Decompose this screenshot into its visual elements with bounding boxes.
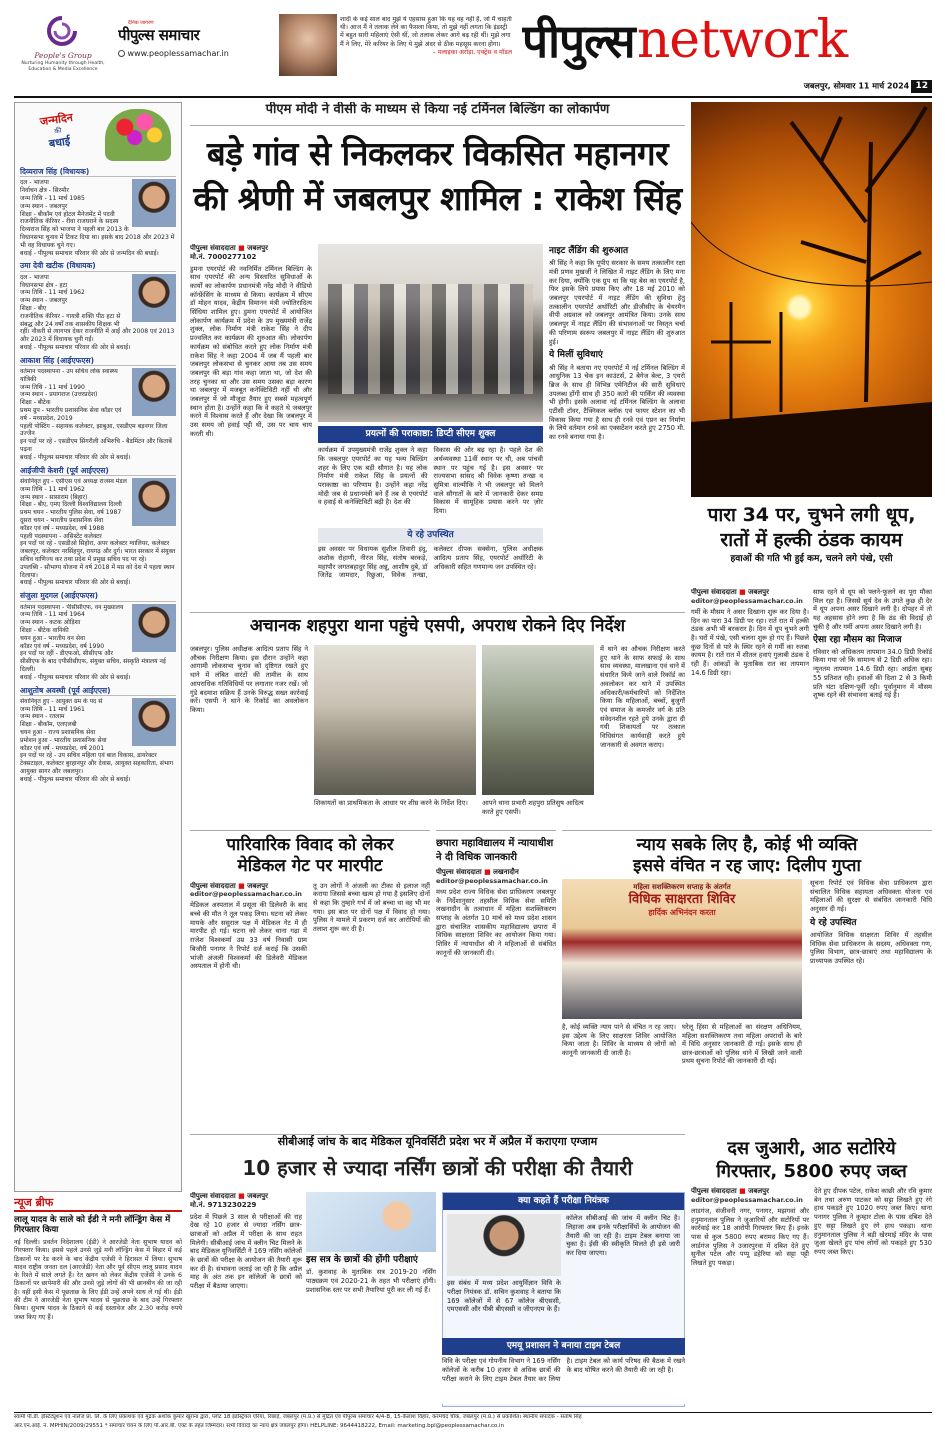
dateline [750,80,932,96]
nursing-headline: 10 हजार से ज्यादा नर्सिंग छात्रों की परीक्षा की तैयारी [242,1156,633,1180]
brand-block [522,14,932,80]
website [118,49,278,59]
nursing-band [442,1338,685,1404]
justice-caption: है, कोई व्यक्ति न्याय पाने से वंचित न रह जाए। इस उद्देश्य के लिए साक्षरता शिविर आयोजित किया जाता है। शिविर के माध्यम से लोगों को कानूनी जानकारी दी जाती है। [562,1023,676,1057]
birthday-person-name: आकाश सिंह (आईएफएस) [20,356,176,366]
birthday-person-photo [132,274,176,322]
tree-silhouette-icon [691,102,932,497]
birthday-person-photo [132,368,176,416]
weather-sub: हवाओं की गति भी हुई कम, चलने लगे पंखे, एसी [730,554,893,565]
website-url: www.peoplessamachar.in [127,49,229,58]
sunset-photo [691,102,932,497]
group-tagline: Nurturing Humanity through Health, Education & Media Excellence [21,61,105,72]
birthday-detail-line: जन्म तिथि - 11 मार्च 1964 [20,611,85,619]
birthday-detail-line: इन पदों पर रहे - एसडीएम सिंगरौली अभिरुचि - बैडमिंटन और किताबें पढ़ना [20,438,172,454]
justice-story [562,830,932,1135]
weather-headline-2: रातों में हल्की ठंडक कायम [720,528,903,551]
lead-headline [190,130,685,240]
birthday-detail-line: चयन हुआ - भारतीय वन सेवा [20,634,85,642]
birthday-detail-line: कॉडर एवं वर्ष - मध्यप्रदेश, वर्ष 1988 [20,524,105,532]
paper-top: दैनिक जागरण [128,20,154,26]
lead-kicker-text: पीएम मोदी ने वीसी के माध्यम से किया नई टर्मिनल बिल्डिंग का लोकार्पण [265,102,610,117]
birthday-detail-line: शिक्षा - बीए [20,304,47,312]
attendees-body: इस अवसर पर विधायक सुशील तिवारी इंदु, अशोक रोहाणी, नीरज सिंह, संतोष बरकड़े, महापौर जगतबहादुर सिंह अन्नू, आशीष दुबे, डॉ जितेंद्र जामदार, रिछुआ, विवेक तन्खा, कलेक्टर दीपक सक्सेना, पुलिस अधीक्षक आदित्य प्रताप सिंह, एयरपोर्ट अथॉरिटी के अधिकारी सहित गणमान्य जन उपस्थित रहे। [318,545,543,580]
birthday-detail-line: शिक्षा - बीटेक वानिकी [20,626,69,634]
quote-text: शादी के कई साल बाद मुझे ये एहसास हुआ कि यह वह नहीं है, जो मैं चाहती थी। आज मैं ने तलाक लेने का फैसला किया, तो मुझे नहीं लगता कि इंडस्ट्री में बहुत सारी महिलाएं ऐसी थीं, जो तलाक लेकर आगे बढ़ रही थीं। मुझे लगा मैं ने लिए, मेरे करियर के लिए ये मुझे अंदर से ठीक महसूस करना होगा। [340,16,512,48]
lead-photo [318,244,543,422]
weather-headline-1: पारा 34 पर, चुभने लगी धूप, [707,504,916,526]
birthday-detail-line: चयन हुआ - राज्य प्रशासनिक सेवा [20,729,96,737]
quote-box-body: कार्यक्रम में उपमुख्यमंत्री राजेंद्र शुक्ल ने कहा कि जबलपुर एयरपोर्ट का यह भव्य बिल्डिंग शहर के लिए एक बड़ी सौगात है। यह लोक निर्माण मंत्री राकेश सिंह के प्रयत्नों की पराकाष्ठा का परिणाम है। उन्होंने कहा नरेंद्र मोदी जब से प्रधानमंत्री बने हैं तब से एयरपोर्ट व हवाई से कनेक्टिविटी बढ़ी है। देश की [318,446,428,507]
college-body: मध्य प्रदेश राज्य विधिक सेवा प्राधिकरण जबलपुर के निर्देशानुसार तहसील विधिक सेवा समिति लखनादौन के तत्वाधान में महिला सशक्तिकरण सप्ताह के अंतर्गत 10 मार्च को मध्य प्रदेश शासन द्वारा संचालित शासकीय महाविद्यालय छपारा में विधिक साक्षरता शिविर का आयोजन किया गया। शिविर में न्यायाधीश श्री ने महिलाओं से संबंधित कानूनों की जानकारी दी। [436,887,556,957]
college-story [436,830,556,1130]
group-name: People's Group [34,50,92,60]
birthday-person-photo [132,179,176,227]
birthday-detail-line: बधाई - पीपुल्स समाचार परिवार की ओर से बधाई। [20,453,131,461]
birthday-detail-line: वर्तमान पदस्थापना - उप सचिव लोक स्वास्थ्य यांत्रिकी [20,368,118,383]
birthday-detail-line: प्रमोशन हुआ - भारतीय प्रशासनिक सेवा [20,736,107,744]
brand-hindi: पीपुल्स [522,14,635,68]
banner-line-1: महिला सशक्तिकरण सप्ताह के अंतर्गत [633,883,731,891]
birthday-detail-line: जन्म तिथि - 11 मार्च 1990 [20,383,85,391]
group-logo-icon [42,14,82,48]
lead-col-3-body: विकास की ओर बढ़ रहा है। पहले देश की अर्थव्यवस्था 11वीं स्थान पर थी, अब पांचवी स्थान पर पहुंच गई है। इस अवसर पर राज्यसभा सांसद श्री विवेक कृष्णा तन्खा व सुमित्रा वाल्मीकि ने भी जबलपुर को मिलने वाले सौगातों के बारे में जानकारी देकर समग्र विकास में सामूहिक प्रयास करने पर ज़ोर दिया। [433,446,543,516]
lead-col-4 [549,244,685,604]
facilities-body: श्री सिंह ने बताया नए एयरपोर्ट में नई टर्मिनल बिल्डिंग में आधुनिक 13 चेक इन काउंटर्स, 2 बेगेज बेल्ट, 3 एयरो ब्रिज के साथ ही विभिन्न एमेनिटीज की सारी सुविधाएं उपलब्ध होंगी साथ ही 350 कारों की पार्किंग की व्यवस्था भी होगी। इसके अलावा नई टर्मिनल बिल्डिंग के अलावा एटीसी टॉवर, टैक्निकल ब्लॉक एवं फायर स्टेशन का भी विकास किया गया है साथ ही रनवे एवं एप्रन का निर्माण के लिये वर्तमान रनवे का एक्सटेंशन करते हुए 2750 मी. का रनवे बनाया गया है। [549,363,685,442]
news-brief [14,1196,182,1401]
nursing-col-2 [306,1192,436,1407]
justice-banner [602,883,762,918]
birthday-entry [20,466,176,588]
sp-photo-left [314,645,476,795]
birthday-title-3: बधाई [48,133,71,150]
birthday-entry [20,686,176,784]
birthday-detail-line: प्रथम ग्रुप - भारतीय प्रशासनिक सेवा कॉडर एवं वर्ष - मध्यप्रदेश, 2019 [20,407,122,422]
birthday-detail-line: पहली पोस्टिंग - सहायक कलेक्टर, झाबुआ, एसडीएम बड़नगर जिला उज्जैन [20,422,168,438]
gambling-email: editor@peoplessamachar.co.in [691,1195,803,1204]
birthday-detail-line: जन्म तिथि - 11 मार्च 1985 [20,194,85,202]
birthday-detail-line: शिक्षा - बीकॉम, एलएलबी [20,721,77,729]
birthday-detail-line: पहली पदस्थापना - असिस्टेंट कलेक्टर [20,532,102,540]
birthday-detail-line: विधानसभा क्षेत्र - हटा [20,281,68,289]
attendees-title: ये रहे उपस्थित [318,528,543,543]
footer-text: स्वामी पी.डी. इंस्टिट्यूशन एवं नॉलेज प्रा. लि. के लिए प्रकाशक एवं मुद्रक अशोक कुमार खुराना द्वारा, प्लॉट 18 इंडस्ट्रियल एरिया, रिछाई, जबलपुर (म.प्र.) से मुद्रित एवं पीपुल्स समाचार 4/4-B, 15-कैलाश विहार, करमचंद चौक, जबलपुर (म.प्र.) से प्रकाशित। स्थानीय संपादक - संतोष सिंह [14,1414,582,1420]
weather-col-1 [691,588,809,838]
college-email: editor@peoplessamachar.co.in [436,876,548,885]
birthday-detail-line: दल - भाजपा [20,273,49,281]
celebrity-quote [340,16,512,76]
brand-english: network [636,14,848,70]
birthday-person-name: संजुला मुदगल (आईएफएस) [20,591,176,601]
night-landing-body: श्री सिंह ने कहा कि यूपीए सरकार के समय तत्कालीन रक्षा मंत्री प्रणव मुखर्जी ने लिखित में नाइट लैंडिंग के लिए मना कर दिया, क्योंकि एक ग्रुप था कि यह बेस का एयरपोर्ट है, फिर इसके लिये प्रयास किए और 18 मई 2010 को जबलपुर एयरपोर्ट में नाइट लैंडिंग की सुविधा हेतु तत्कालीन एयरपोर्ट अथॉरिटी और डीजीसीए के चेयरमैन वीपी अग्रवाल को जबलपुर आमंत्रित किया। उनके साथ जबलपुर में नाइट लैंडिंग की संभावनाओं पर विस्तृत चर्चा की परिणाम स्वरूप जबलपुर में नाइट लैंडिंग की शुरुआत हुई। [549,259,685,346]
flower-basket-icon [105,109,171,161]
lead-kicker [190,102,685,126]
sp-body-right: में थाने का औचक निरीक्षण करते हुए थाने के साफ सफाई के साथ साथ व्यवस्था, मालखाना एवं थाने में संधारित किये जाने वाले रिकॉर्ड का अवलोकन कर थाने में उपस्थित अधिकारी/कर्मचारियों को निर्देशित किया कि महिलाओं, बच्चों, बुजुर्गों एवं समाज के कमजोर वर्ग के प्रति संवेदनशील रहते हुये उनके द्वारा दी गयी शिकायतों पर तत्काल विधिसंगत कार्यवाही करते हुये जानकारी से अवगत कराए। [600,645,685,749]
masthead-rule [14,96,932,98]
weather-headline [691,503,932,585]
birthday-person-name: आईजीपी केशरी (पूर्व आईएएस) [20,466,176,476]
justice-photo [562,879,802,1019]
page-number: 12 [911,80,932,93]
family-story [190,830,430,1130]
justice-right-body: सूचना रिपोर्ट एवं विधिक सेवा प्राधिकरण द्वारा संचालित विधिक सहायता अधिवक्ता योजना एवं महिलाओं की सुरक्षा से संबंधित जानकारी विधि अनुसार दी गई। [810,879,932,914]
lead-body: डुमना एयरपोर्ट की नवनिर्मित टर्मिनल बिल्डिंग के साथ एयरपोर्ट की अन्य विस्तारित सुविधाओं के कार्यों का लोकार्पण प्रधानमंत्री नरेंद्र मोदी ने वीडियो कॉन्फ्रेंसिंग के माध्यम से किया। कार्यक्रम में सीएम डॉ मोहन यादव, केंद्रीय विमानन मंत्री ज्योतिरादित्य सिंधिया शामिल हुए। डुमना एयरपोर्ट में आयोजित लोकार्पण कार्यक्रम में प्रदेश के उप मुख्यमंत्री राजेंद्र शुक्ल, लोक निर्माण मंत्री राकेश सिंह ने दीप प्रज्वलित कर कार्यक्रम की शुरुआत की। लोकार्पण कार्यक्रम को संबोधित करते हुए लोक निर्माण मंत्री राकेश सिंह ने कहा 2004 में जब मैं पहली बार जबलपुर लोकसभा से चुनकर आया तब उस समय जबलपुर की बड़ा गांव कहा जाता था, जो देश की तरह चुनका था और उस समय उसका बड़ा कारण था जबलपुर में मजबूत कनेक्टिविटी नहीं थी और जबलपुर में जो मौजूदा तैयार हुए सबसे महत्वपूर्ण स्थान होता है। उन्होंने कहा कि वे कहते थे जबलपुर करने में विश्वास करते हैं और देखा कि जबलपुर में उस समय जो हवाई पट्टी थी, उस पर चाय चाय करती थी। [190,264,312,438]
nursing-body: प्रदेश में पिछले 3 साल से परीक्षाओं की राह देख रहे 10 हजार से ज्यादा नर्सिंग छात्र-छात्राओं को अप्रैल में परीक्षा के साथ राहत मिलेगी। सीबीआई जांच में क्लीन चिट मिलने के बाद मेडिकल यूनिवर्सिटी ने 169 नर्सिंग कॉलेजों के छात्रों की परीक्षा के आयोजन की तैयारी शुरू कर दी है। संभावना जताई जा रही है कि अप्रैल माह के अंत तक इन कॉलेजों के छात्रों को परीक्षा में बैठाया जाएगा। [190,1212,302,1291]
lead-photo-crowd [328,284,533,394]
lead-col-1 [190,244,312,652]
news-brief-headline: लालू यादव के साले को ईडी ने मनी लॉन्ड्रिंग केस में गिरफ्तार किया [14,1214,171,1236]
attendees-box [318,528,543,603]
family-headline-2: मेडिकल गेट पर मारपीट [237,856,383,877]
birthday-person-photo [132,478,176,526]
sp-caption-left: शिकायतों का प्राथमिकता के आधार पर शीघ्र करने के निर्देश दिए। [314,799,468,807]
birthday-detail-line: कॉडर एवं वर्ष - मध्यप्रदेश, वर्ष 1990 [20,642,105,650]
gambling-body-2: देते हुए दीपक पटेल, राकेश काछी और रवि कुमार बेन तथा अरुण पाटकर को सट्टा लिखते हुए रंगे हाथ पकड़ते हुए 1020 रुपए जब्त किए। थाना पनागर पुलिस ने कुम्हार टोला के पास दबिश देते हुए सट्टा लिखते हुए रंगे हाथ पकड़ा। थाना हनुमानताल पुलिस ने बड़ी खेरमाई मंदिर के पास जुआ खेलते हुए पांच लोगों को पकड़ते हुए 530 रुपए जब्त किए। [814,1187,932,1256]
birthday-detail-line: जन्म तिथि - 11 मार्च 1962 [20,485,85,493]
birthday-detail-line: दल - भाजपा [20,179,49,187]
nursing-kicker-text: सीबीआई जांच के बाद मेडिकल यूनिवर्सिटी प्रदेश भर में अप्रैल में कराएगा एग्जाम [277,1135,598,1148]
nursing-kicker [190,1134,685,1154]
nursing-box-title: क्या कहते हैं परीक्षा नियंत्रक [443,1193,684,1210]
banner-line-2: विधिक साक्षरता शिविर [628,891,736,907]
gambling-byline: पीपुल्स संवाददाता ■ जबलपुर [691,1187,769,1195]
birthday-detail-line: इन पदों पर रहे - एसडीओ सिहोरा, अपर कलेक्टर ग्वालियर, कलेक्टर जबलपुर, कलेक्टर नरसिंहपुर, रायगढ़ और दुर्ग। भारत सरकार में संयुक्त सचिव वाणिज्य कर तथा प्रदेश में प्रमुख सचिव पद पर रहे। [20,540,176,563]
birthday-entry [20,167,176,257]
birthday-detail-line: कॉडर एवं वर्ष - मध्यप्रदेश, वर्ष 2001 [20,744,105,752]
nursing-illustration [306,1192,436,1252]
weather-col-2 [813,588,932,838]
gambling-headline-1: दस जुआरी, आठ सटोरिये [727,1138,896,1159]
birthday-detail-line: प्रथम चयन - भारतीय पुलिस सेवा, वर्ष 1987 [20,509,122,517]
sp-caption-right: आपने थाना प्रभारी शहपुरा प्रतिसुष आदित्य करते हुए एसपी। [482,799,584,816]
facilities-title: ये मिलीं सुविधाएं [549,350,603,361]
birthday-person-photo [132,604,176,652]
footer [14,1414,932,1440]
news-brief-body: नई दिल्ली। प्रवर्तन निदेशालय (ईडी) ने आरजेडी नेता सुभाष यादव को गिरफ्तार किया। इससे पहले उनसे जुड़े मनी लॉन्ड्रिंग केस में बिहार में कई ठिकानों पर रेड करने के बाद केंद्रीय एजेंसी ने हिरासत में लिया। सुभाष यादव राष्ट्रीय जनता दल (आरजेडी) नेता और पूर्व सीएम लालू प्रसाद यादव के रिश्ते में साले लगते हैं। रेत खनन को लेकर केंद्रीय एजेंसी ने उनके 6 ठिकानों पर छापेमारी की और उनसे जुड़े लोगों की भी छानबीन की जा रही है। वहीं इसी केस में पूछताछ के लिए ईडी उन्हें अपने साथ ले गई थी। ईडी की टीम ने आरजेडी नेता सुभाष यादव से पूछताछ के बाद उन्हें गिरफ्तार किया। सुभाष यादव के ठिकाने से कई दस्तावेज और 2.30 करोड़ रुपये जब्त किए गए हैं। [14,1239,182,1321]
banner-line-3: हार्दिक अभिनंदन करता [648,908,716,917]
birthday-title-1: जन्मदिन [39,110,74,129]
birthday-detail-line: जन्म स्थान - सासाराम (बिहार) [20,493,88,501]
family-headline-1: पारिवारिक विवाद को लेकर [226,835,394,855]
birthday-detail-line: जन्म तिथि - 11 मार्च 1961 [20,705,85,713]
birthday-detail-line: राजनीतिक कॅरियर - गायत्री शक्ति पीठ हटा से संबद्ध और 24 वर्षों तक शासकीय शिक्षक भी रहीं। नौकरी से त्यागपत्र देकर राजनीति में आईं और 2008 एवं 2013 और 2023 में विधायक चुनी गईं। [20,312,175,344]
college-byline: पीपुल्स संवाददाता ■ लखनादौन [436,868,519,876]
quote-author: – मलाइका अरोड़ा, एक्ट्रेस व मॉडल [432,48,512,56]
birthday-detail-line: जन्म स्थान - प्रयागराज (उत्तरप्रदेश) [20,391,98,399]
birthday-person-name: उमा देवी खटीक (विधायक) [20,261,176,271]
group-logo [18,14,108,90]
gambling-story [691,1138,932,1408]
weather-body-left: गर्मी के मौसम ने असर दिखाना शुरू कर दिया है। दिन का पारा 34 डिग्री पर रहा। रातें रात में हल्की ठंडक अभी भी बरकरार है। दिन में धूप चुभने लगी है। घरों में पंखे, एसी चलना शुरू हो गए हैं। पिछले कुछ दिनों से पारे के स्थिर रहने से गर्मी का रुतबा कायम है। रातें रात में शीतल हवाएं गुलाबी ठंडक दे रही हैं। आंकड़ों के मुताबिक रात का तापमान 14.6 डिग्री रहा। [691,607,809,677]
birthday-detail-line: जन्म स्थान - जबलपुर [20,297,68,305]
nursing-box-body-2: कॉलेज सीबीआई की जांच में क्लीन चिट है। लिहाजा अब इनके परीक्षार्थियों के आयोजन की तैयारी की जा रही है। टाइम टेबल बनाया जा चुका है। ईसी की स्वीकृति मिलते ही इसे जारी कर दिया जाएगा। [566,1214,680,1258]
sp-headline: अचानक शहपुरा थाना पहुंचे एसपी, अपराध रोकने दिए निर्देश [249,616,626,636]
family-body: मेडिकल अस्पताल में प्रसूता की डिलेवरी के बाद बच्चे की मौत ने तूल पकड़ लिया। घटना को लेकर मायके और ससुराल पक्ष में मेडिकल गेट में ही मारपीट हो गई। घटना को लेकर थाना गढ़ा में राजेश विश्वकर्मा उम्र 33 वर्ष निवासी ग्राम बिजौरी पनागर ने रिपोर्ट दर्ज कराई कि उसकी भांजी अंजली विश्वकर्मा की डिलेवरी मेडिकल अस्पताल में होनी थी। [190,901,307,971]
nursing-box-body: इस संबंध में मध्य प्रदेश आयुर्विज्ञान विवि के परीक्षा नियंत्रक डॉ. सचिन कुशवाह ने बताया कि 169 कॉलेजों में से 67 कॉलेज बीएससी, एमएससी और पीबी बीएससी व जीएनएम के हैं। [447,1279,561,1314]
nursing-sub-body: डॉ. कुशवाह के मुताबिक सत्र 2019-20 नर्सिंग पाठ्यक्रम एवं 2020-21 के तहत भी परीक्षाएं होंगी। प्रशासनिक स्तर पर सभी तैयारियां पूरी कर ली गई हैं। [306,1268,436,1294]
birthday-person-photo [132,698,176,746]
footer-text-2: आर.एन.आई. नं. MPHIN/2009/29551 * समाचार चयन के लिए पी.आर.बी. एक्ट के तहत जिम्मेदार। सभी विवादों का न्याय क्षेत्र जबलपुर होगा। HELPLINE: 9644418222, Email: marketing.bpl@peoplessamachar.co.in [14,1422,505,1429]
justice-headline-2: इससे वंचित न रह जाए: दिलीप गुप्ता [633,856,861,877]
weather-email: editor@peoplessamachar.co.in [691,596,803,605]
justice-present-body: आयोजित विधिक साक्षरता शिविर में तहसील विधिक सेवा प्राधिकरण के सदस्य, अधिवक्ता गण, पुलिस विभाग, छात्र-छात्राएं तथा महाविद्यालय के प्राध्यापक उपस्थित रहे। [810,931,932,966]
night-landing-title: नाइट लैंडिंग की शुरुआत [549,246,629,256]
lead-byline: पीपुल्स संवाददाता ■ जबलपुर [190,244,268,252]
birthday-detail-line: बधाई - पीपुल्स समाचार परिवार की ओर से बधाई। [20,673,131,681]
nursing-band-title: एमयू प्रशासन ने बनाया टाइम टेबल [442,1338,685,1355]
birthday-detail-line: सेवानिवृत हुए - एसीएस एवं अध्यक्ष राजस्व मंडल [20,478,127,485]
birthday-entry [20,356,176,462]
birthday-detail-line: राजनीतिक कॅरियर - रीवा राजघराने के सदस्य दिव्यराज सिंह को भाजपा ने पहली बार 2013 के विधानसभा चुनाव में टिकट दिया था। इसके बाद 2018 और 2023 में भी वह विधायक चुने गए। [20,218,175,249]
lead-headline-2: की श्रेणी में जबलपुर शामिल : राकेश सिंह [193,178,682,218]
family-body-2: तू उन लोगों ने अंजली का टीका से इलाज नहीं कराया जिससे बच्चा खत्म हो गया है इसलिए दोनों से कहा कि तुम्हारे गर्भ में जो बच्चा था वह भी मर गया। इस बात पर दोनों पक्ष में विवाद हो गया। पुलिस ने मामले में प्रकरण दर्ज कर आरोपियों की तलाश शुरू कर दी है। [313,881,430,934]
nursing-sub-title: इस सत्र के छात्रों की होंगी परीक्षाएं [306,1255,418,1265]
weather-body-right: साफ रहने से धूप को फ्लने-फूलने का पूरा मौका मिल रहा है। जिससे सूर्य देव के उगते कुछ ही देर में धूप अपना असर दिखाने लगी है। दोपहर में तो यह अहसास होने लगा है कि ठंड की विदाई हो चुकी है और गर्मी अपना असर दिखाने लगी है। [813,588,932,631]
weather-byline: पीपुल्स संवाददाता ■ जबलपुर [691,588,769,596]
nursing-col-1 [190,1192,302,1407]
sp-photo-right [482,645,594,795]
birthday-entry [20,261,176,351]
weather-sub-title: ऐसा रहा मौसम का मिजाज [813,634,902,645]
birthday-entry [20,591,176,681]
birthday-detail-line: दूसरा चयन - भारतीय प्रशासनिक सेवा [20,516,104,524]
birthday-person-name: आशुतोष अवस्थी (पूर्व आईएएस) [20,686,176,696]
quote-box-title: प्रयत्नों की पराकाष्ठा: डिप्टी सीएम शुक्ल [318,426,543,443]
paper-logo [118,20,278,78]
nursing-band-body: विवि के परीक्षा एवं गोपनीय विभाग ने 169 नर्सिंग कॉलेजों के करीब 10 हजार से अधिक छात्रों की परीक्षा कराने के लिए टाइम टेबल तैयार कर लिया है। टाइम टेबल को कार्य परिषद की बैठक में रखने के बाद घोषित करने की तैयारी की जा रही है। [442,1357,685,1383]
justice-caption-2: घरेलू हिंसा से महिलाओं का संरक्षण अधिनियम, महिला सशक्तिकरण तथा महिला अपराधों के बारे में विधि अनुसार जानकारी दी गई। इसके साथ ही छात्र-छात्राओं को पुलिस थाने में लिखी जाने वाली प्रथम सूचना रिपोर्ट की जानकारी दी गई। [682,1023,802,1066]
news-brief-label: न्यूज ब्रीफ [14,1196,182,1212]
justice-headline-1: न्याय सबके लिए है, कोई भी व्यक्ति [636,835,858,855]
date-text: जबलपुर, सोमवार 11 मार्च 2024 [803,81,910,91]
nursing-byline: पीपुल्स संवाददाता ■ जबलपुर [190,1192,268,1200]
footer-rule [14,1412,932,1413]
quote-box [318,426,543,524]
gambling-body: लाडगंज, संजीवनी नगर, पनागर, मझगवां और हनुमानताल पुलिस ने जुआरियों और सटोरियों पर कार्रवाई कर 18 आरोपी गिरफ्तार किए हैं। इनके पास से कुल 5800 रुपए बरामद किए गए हैं। लार्डगंज पुलिस ने उजारपुरवा में दबिश देते हुए सुनील पटेल और पप्पू डहेरिया को सट्टा पट्टी लिखते हुए पकड़ा। [691,1206,809,1268]
birthday-list [15,167,181,784]
sp-story [190,612,685,827]
birthday-person-name: दिव्यराज सिंह (विधायक) [20,167,176,177]
birthday-detail-line: इन पदों पर रहीं - डीएफओ, सीसीएफ और सीसीएफ के बाद एपीसीसीएफ, संयुक्त सचिव, संस्कृति मंत्रालय नई दिल्ली। [20,650,166,673]
birthday-detail-line: शिक्षा - बीटेक [20,399,51,407]
justice-present-title: ये रहे उपस्थित [810,917,857,928]
birthday-detail-line: जन्म स्थान - जबलपुर [20,202,68,210]
birthday-detail-line: बधाई - पीपुल्स समाचार परिवार की ओर से बधाई। [20,579,131,587]
birthday-detail-line: बधाई - पीपुल्स समाचार परिवार की ओर से बधाई। [20,343,131,351]
birthday-sidebar [14,102,182,1192]
controller-photo [447,1214,561,1276]
birthday-detail-line: जन्म स्थान - कटक ओड़िशा [20,619,81,627]
gambling-headline-2: गिरफ्तार, 5800 रुपए जब्त [716,1160,907,1182]
birthday-title-2: की [53,126,63,136]
celebrity-photo [279,14,337,76]
birthday-detail-line: जन्म तिथि - 11 मार्च 1962 [20,289,85,297]
college-headline: छपारा महाविद्यालय में न्यायाधीश ने दी विधिक जानकारी [436,838,554,863]
birthday-detail-line: निर्वाचन क्षेत्र - सिरमौर [20,187,69,195]
birthday-header [15,103,181,167]
lead-mobile: मो.नं. 7000277102 [190,252,257,261]
family-email: editor@peoplessamachar.co.in [190,890,302,899]
birthday-detail-line: सेवानिवृत हुए - आयुक्त ग्रम के पद से [20,697,103,705]
globe-icon [118,50,125,57]
paper-name: पीपुल्स समाचार [118,26,200,45]
birthday-detail-line: शिक्षा - बीए, एमए दिल्ली विश्वविद्यालय दिल्ली [20,501,122,509]
birthday-detail-line: बधाई - पीपुल्स समाचार परिवार की ओर से बधाई। [20,775,131,783]
birthday-detail-line: जन्म स्थान - रतलाम [20,713,65,721]
birthday-detail-line: वर्तमान पदस्थापना - पीसीसीएफ, वन मुख्यालय [20,603,124,611]
sp-body: जबलपुर। पुलिस अधीक्षक आदित्य प्रताप सिंह ने औचक निरीक्षण किया। इस दौरान उन्होंने कहा आगामी लोकसभा चुनाव को दृष्टिगत रखते हुए थाने में लंबित वारंटों की तामील के साथ आपराधिक गतिविधियों पर लगातार नजर रखें। जो गुंडे बदमाश सक्रिय हैं उनके विरुद्ध सख्त कार्रवाई करें। एसपी ने थाने के रिकॉर्ड का अवलोकन किया। [190,645,308,714]
birthday-detail-line: शिक्षा - बीकॉम एवं होटल मैनेजमेंट में पदवी [20,210,115,218]
birthday-detail-line: बधाई - पीपुल्स समाचार परिवार की ओर से जन्मदिन की बधाई। [20,249,159,257]
family-byline: पीपुल्स संवाददाता ■ जबलपुर [190,881,268,890]
birthday-detail-line: इन पदों पर रहे - उप सचिव महिला एवं बाल विकास, डायरेक्टर टेक्सटाइल, कलेक्टर बुरहानपुर और देवास, आयुक्त सहकारिता, संभाग आयुक्त सागर और जबलपुर। [20,752,174,776]
lead-headline-1: बड़े गांव से निकलकर विकसित महानगर [206,134,669,173]
nursing-mobile: मो.नं. 9713230229 [190,1200,257,1209]
weather-sub-body: रविवार को अधिकतम तापमान 34.0 डिग्री रिकॉर्ड किया गया जो कि सामान्य से 2 डिग्री अधिक रहा। न्यूनतम तापमान 14.6 डिग्री रहा। आर्द्रता सुबह 55 प्रतिशत रही। हवाओं की दिशा 2 से 3 किमी प्रति घंटा दक्षिण-पूर्वी रही। पूर्वानुमान में मौसम शुष्क रहने की संभावना बताई गई है। [813,647,932,700]
birthday-detail-line: उपलब्धि - सौभाग्य योजना में वर्ष 2018 में मप्र को देश में पहला स्थान दिलाया। [20,563,175,579]
